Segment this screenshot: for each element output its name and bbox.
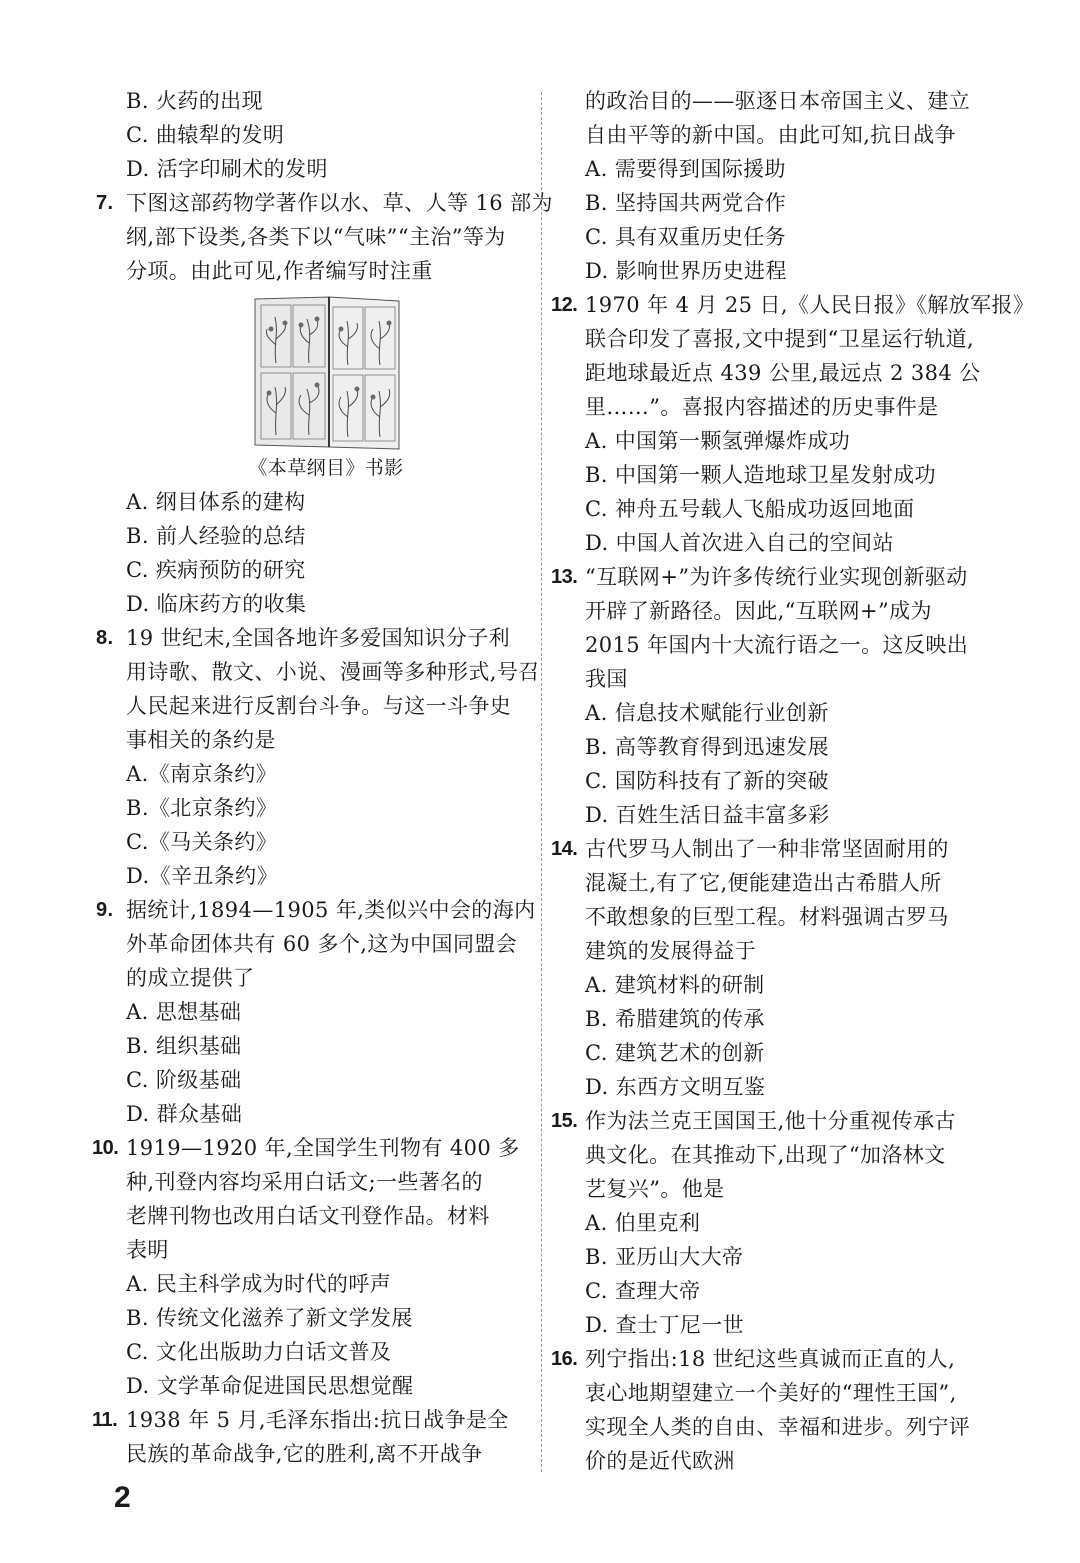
question-stem: 据统计,1894—1905 年,类似兴中会的海内 xyxy=(126,898,536,922)
option[interactable]: B. 中国第一颗人造地球卫星发射成功 xyxy=(585,463,936,487)
option[interactable]: A. 需要得到国际援助 xyxy=(585,157,786,181)
question-stem: 实现全人类的自由、幸福和进步。列宁评 xyxy=(585,1415,971,1439)
option[interactable]: C. 建筑艺术的创新 xyxy=(585,1041,765,1065)
question-number: 16. xyxy=(551,1348,578,1370)
option[interactable]: B. 亚历山大大帝 xyxy=(585,1245,744,1269)
question-11-continued xyxy=(555,84,987,288)
question-7 xyxy=(96,186,553,621)
question-stem: 我国 xyxy=(585,667,628,691)
question-stem: 事相关的条约是 xyxy=(126,728,276,752)
question-stem: 的政治目的——驱逐日本帝国主义、建立 xyxy=(585,89,971,113)
question-9 xyxy=(96,893,536,1131)
question-stem: 19 世纪末,全国各地许多爱国知识分子利 xyxy=(126,626,511,650)
option[interactable]: B. 希腊建筑的传承 xyxy=(585,1007,765,1031)
option[interactable]: A. 信息技术赋能行业创新 xyxy=(585,701,829,725)
option[interactable]: D. 东西方文明互鉴 xyxy=(585,1075,766,1099)
bencao-gangmu-book-image xyxy=(249,295,403,451)
option[interactable]: B.《北京条约》 xyxy=(126,796,278,820)
option[interactable]: D. 百姓生活日益丰富多彩 xyxy=(585,803,830,827)
option[interactable]: C. 国防科技有了新的突破 xyxy=(585,769,829,793)
question-stem: 不敢想象的巨型工程。材料强调古罗马 xyxy=(585,905,949,929)
option[interactable]: C. 疾病预防的研究 xyxy=(126,558,306,582)
question-stem: 作为法兰克王国国王,他十分重视传承古 xyxy=(585,1109,956,1133)
column-divider xyxy=(541,92,542,1472)
question-13 xyxy=(551,560,987,832)
question-stem: 民族的革命战争,它的胜利,离不开战争 xyxy=(126,1442,483,1466)
figure-caption: 《本草纲目》书影 xyxy=(248,457,404,479)
question-stem: 1970 年 4 月 25 日,《人民日报》《解放军报》 xyxy=(585,293,1035,317)
option[interactable]: B. 坚持国共两党合作 xyxy=(585,191,787,215)
right-column xyxy=(551,84,1035,1478)
option[interactable]: A. 思想基础 xyxy=(126,1000,242,1024)
left-column xyxy=(92,84,553,1471)
question-16 xyxy=(551,1342,987,1478)
question-stem: 下图这部药物学著作以水、草、人等 16 部为 xyxy=(126,191,553,215)
option[interactable]: A. 伯里克利 xyxy=(585,1211,701,1235)
question-stem: 2015 年国内十大流行语之一。这反映出 xyxy=(585,633,969,657)
book-figure xyxy=(126,295,526,485)
option[interactable]: C.《马关条约》 xyxy=(126,830,278,854)
question-10 xyxy=(92,1131,530,1403)
question-12 xyxy=(551,288,1035,560)
option[interactable]: C. 查理大帝 xyxy=(585,1279,701,1303)
question-stem: 用诗歌、散文、小说、漫画等多种形式,号召 xyxy=(126,660,540,684)
question-stem: 人民起来进行反割台斗争。与这一斗争史 xyxy=(126,694,512,718)
question-stem: 1919—1920 年,全国学生刊物有 400 多 xyxy=(126,1136,520,1160)
option[interactable]: A. 中国第一颗氢弹爆炸成功 xyxy=(585,429,851,453)
question-stem: 衷心地期望建立一个美好的“理性王国”, xyxy=(585,1381,957,1405)
question-stem: 种,刊登内容均采用白话文;一些著名的 xyxy=(126,1170,483,1194)
question-stem: 混凝土,有了它,便能建造出古希腊人所 xyxy=(585,871,942,895)
question-stem: 距地球最近点 439 公里,最远点 2 384 公 xyxy=(585,361,981,385)
option[interactable]: D. 影响世界历史进程 xyxy=(585,259,787,283)
question-stem: 价的是近代欧洲 xyxy=(585,1449,735,1473)
option[interactable]: D.《辛丑条约》 xyxy=(126,864,278,888)
option[interactable]: C. 曲辕犁的发明 xyxy=(126,123,285,147)
option[interactable]: C. 神舟五号载人飞船成功返回地面 xyxy=(585,497,915,521)
option[interactable]: B. 传统文化滋养了新文学发展 xyxy=(126,1306,413,1330)
option[interactable]: D. 临床药方的收集 xyxy=(126,592,307,616)
question-stem: 纲,部下设类,各类下以“气味”“主治”等为 xyxy=(126,225,506,249)
question-number: 10. xyxy=(92,1137,119,1159)
question-stem: 自由平等的新中国。由此可知,抗日战争 xyxy=(585,123,956,147)
question-stem: 1938 年 5 月,毛泽东指出:抗日战争是全 xyxy=(126,1408,509,1432)
option[interactable]: D. 文学革命促进国民思想觉醒 xyxy=(126,1374,414,1398)
question-stem: 艺复兴”。他是 xyxy=(585,1177,725,1201)
question-stem: 分项。由此可见,作者编写时注重 xyxy=(126,259,433,283)
question-number: 9. xyxy=(96,899,114,921)
question-stem: 老牌刊物也改用白话文刊登作品。材料 xyxy=(126,1204,490,1228)
question-15 xyxy=(551,1104,987,1342)
question-stem: 开辟了新路径。因此,“互联网+”成为 xyxy=(585,599,932,623)
question-8 xyxy=(96,621,540,893)
question-11 xyxy=(92,1403,530,1471)
option[interactable]: A. 建筑材料的研制 xyxy=(585,973,765,997)
option[interactable]: C. 具有双重历史任务 xyxy=(585,225,787,249)
option[interactable]: A. 纲目体系的建构 xyxy=(126,490,306,514)
option[interactable]: A. 民主科学成为时代的呼声 xyxy=(126,1272,392,1296)
question-number: 15. xyxy=(551,1110,578,1132)
option[interactable]: D. 中国人首次进入自己的空间站 xyxy=(585,531,894,555)
page-number: 2 xyxy=(114,1481,131,1514)
question-number: 11. xyxy=(92,1409,118,1431)
option[interactable]: B. 火药的出现 xyxy=(126,89,263,113)
question-stem: 建筑的发展得益于 xyxy=(585,939,757,963)
option[interactable]: C. 阶级基础 xyxy=(126,1068,242,1092)
option[interactable]: D. 群众基础 xyxy=(126,1102,243,1126)
question-number: 13. xyxy=(551,566,578,588)
question-stem: 古代罗马人制出了一种非常坚固耐用的 xyxy=(585,837,949,861)
question-stem: 里……”。喜报内容描述的历史事件是 xyxy=(585,395,939,419)
question-stem: 典文化。在其推动下,出现了“加洛林文 xyxy=(585,1143,946,1167)
option[interactable]: C. 文化出版助力白话文普及 xyxy=(126,1340,392,1364)
option[interactable]: A.《南京条约》 xyxy=(126,762,278,786)
option[interactable]: B. 前人经验的总结 xyxy=(126,524,306,548)
question-stem: 列宁指出:18 世纪这些真诚而正直的人, xyxy=(585,1347,956,1371)
option[interactable]: B. 高等教育得到迅速发展 xyxy=(585,735,829,759)
question-stem: 外革命团体共有 60 多个,这为中国同盟会 xyxy=(126,932,518,956)
question-14 xyxy=(551,832,987,1104)
question-stem: “互联网+”为许多传统行业实现创新驱动 xyxy=(585,565,968,589)
question-stem: 表明 xyxy=(126,1238,169,1262)
question-number: 14. xyxy=(551,838,578,860)
option[interactable]: D. 查士丁尼一世 xyxy=(585,1313,745,1337)
question-number: 8. xyxy=(96,627,114,649)
option[interactable]: B. 组织基础 xyxy=(126,1034,242,1058)
question-number: 7. xyxy=(96,192,114,214)
option[interactable]: D. 活字印刷术的发明 xyxy=(126,157,328,181)
question-stem: 联合印发了喜报,文中提到“卫星运行轨道, xyxy=(585,327,975,351)
question-stem: 的成立提供了 xyxy=(126,966,255,990)
question-number: 12. xyxy=(551,294,578,316)
